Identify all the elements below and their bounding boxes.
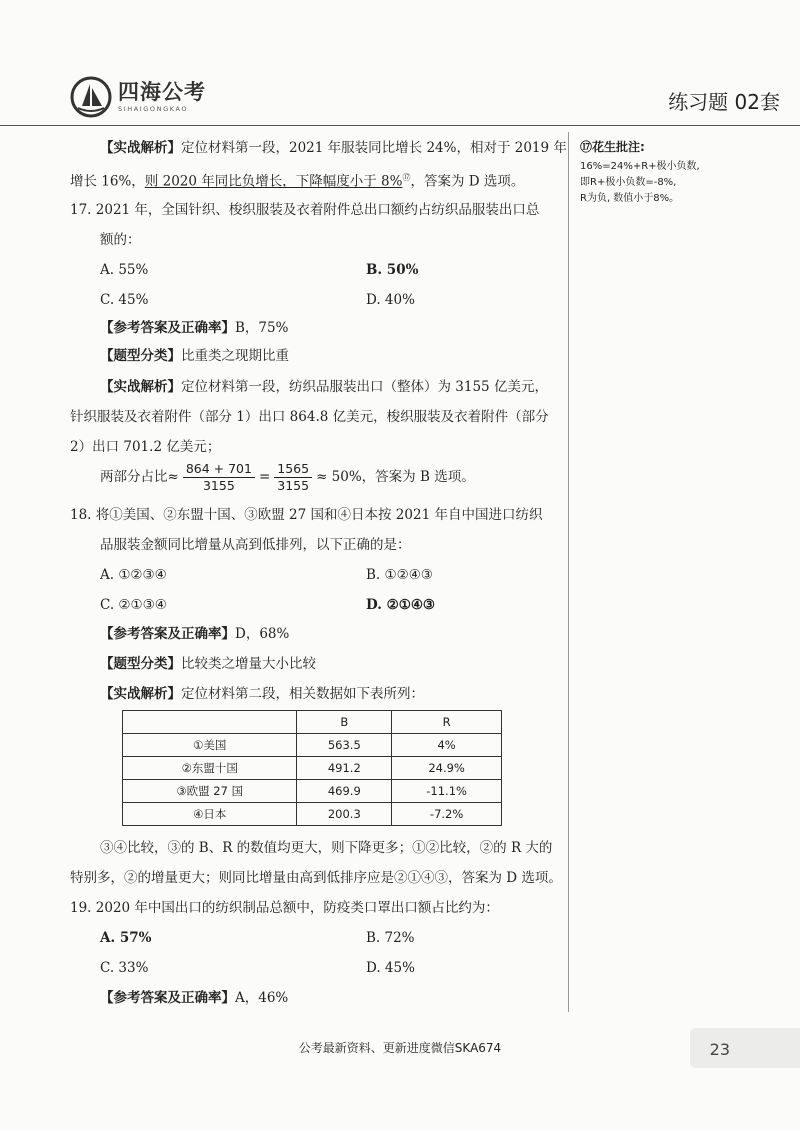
practice-set-title: 练习题 02套: [668, 90, 780, 114]
q18-option-b: B. ①②④③: [366, 567, 433, 583]
q18-analysis-after1: ③④比较，③的 B、R 的数值均更大，则下降更多；①②比较，②的 R 大的: [100, 840, 553, 856]
table-header-row: [123, 711, 502, 734]
table-cell: 4%: [392, 734, 502, 757]
fraction: $\frac{864 + 701}{3155}$: [183, 461, 255, 494]
q17-answer: 【参考答案及正确率】B，75%: [100, 320, 289, 336]
fraction: $\frac{1565}{3155}$: [274, 461, 312, 494]
q17-option-c: C. 45%: [100, 292, 149, 308]
q18-stem-cont: 品服装金额同比增量从高到低排列，以下正确的是：: [100, 537, 411, 553]
q19-option-c: C. 33%: [100, 960, 149, 976]
q17-analysis-line2: 针织服装及衣着附件（部分 1）出口 864.8 亿美元，梭织服装及衣着附件（部分: [70, 409, 549, 425]
q16-analysis-line1: 【实战解析】定位材料第一段，2021 年服装同比增长 24%，相对于 2019 年: [100, 140, 567, 156]
q17-analysis-line3: 2）出口 701.2 亿美元；: [70, 439, 221, 455]
q17-stem-cont: 额的：: [100, 232, 141, 248]
q18-option-a: A. ①②③④: [100, 567, 167, 583]
q17-option-b: B. 50%: [366, 262, 419, 278]
header-divider: [0, 125, 800, 126]
table-row: [123, 734, 502, 757]
table-cell: 200.3: [297, 803, 392, 826]
q18-answer: 【参考答案及正确率】D，68%: [100, 626, 290, 642]
table-cell: 469.9: [297, 780, 392, 803]
comparison-table: [122, 710, 502, 826]
q17-analysis-line1: 【实战解析】定位材料第一段，纺织品服装出口（整体）为 3155 亿美元，: [100, 379, 548, 395]
annotation-line: 16%=24%+R+极小负数,: [580, 161, 700, 172]
footer-text: 公考最新资料、更新进度微信SKA674: [298, 1041, 502, 1055]
logo-chinese-name: 四海公考: [118, 80, 206, 104]
annotation-line: 即R+极小负数=-8%,: [580, 177, 677, 188]
table-cell: ④日本: [123, 803, 297, 826]
table-cell: -7.2%: [392, 803, 502, 826]
q16-analysis-line2: 增长 16%，则 2020 年同比负增长，下降幅度小于 8%⑰，答案为 D 选项。: [70, 173, 525, 190]
q19-stem: 19. 2020 年中国出口的纺织制品总额中，防疫类口罩出口额占比约为：: [70, 900, 499, 916]
table-header-cell: B: [297, 711, 392, 734]
underlined-conclusion: 则 2020 年同比负增长，下降幅度小于 8%: [144, 173, 403, 190]
footnote-marker: ⑰: [402, 173, 411, 182]
logo-english-name: SIHAIGONGKAO: [118, 105, 189, 113]
q17-option-a: A. 55%: [100, 262, 149, 278]
q19-answer: 【参考答案及正确率】A，46%: [100, 990, 289, 1006]
q18-analysis-after2: 特别多，②的增量更大；则同比增量由高到低排序应是②①④③，答案为 D 选项。: [70, 870, 562, 886]
q19-option-b: B. 72%: [366, 930, 415, 946]
q17-stem: 17. 2021 年，全国针织、梭织服装及衣着附件总出口额约占纺织品服装出口总: [70, 202, 540, 218]
table-cell: 24.9%: [392, 757, 502, 780]
table-cell: ②东盟十国: [123, 757, 297, 780]
brand-logo: [70, 76, 206, 118]
table-row: [123, 780, 502, 803]
q19-option-a: A. 57%: [100, 930, 152, 946]
table-cell: ①美国: [123, 734, 297, 757]
annotation-title: ⑰花生批注:: [580, 140, 645, 154]
q18-option-c: C. ②①③④: [100, 597, 167, 613]
q19-option-d: D. 45%: [366, 960, 415, 976]
table-header-cell: R: [392, 711, 502, 734]
table-cell: ③欧盟 27 国: [123, 780, 297, 803]
q18-option-d: D. ②①④③: [366, 597, 436, 613]
margin-divider: [568, 132, 569, 1012]
q17-calculation: 两部分占比≈ $\frac{864 + 701}{3155}$ = $\frac{1565}{3155}$ ≈ 50%，答案为 B 选项。: [100, 461, 475, 493]
table-header-cell: [123, 711, 297, 734]
page-number: 23: [709, 1040, 730, 1059]
table-row: [123, 757, 502, 780]
annotation-line: R为负, 数值小于8%。: [580, 193, 680, 204]
q18-type: 【题型分类】比较类之增量大小比较: [100, 656, 316, 672]
table-cell: 491.2: [297, 757, 392, 780]
table-row: [123, 803, 502, 826]
q17-type: 【题型分类】比重类之现期比重: [100, 348, 289, 364]
sailboat-logo-icon: [70, 76, 112, 118]
side-annotation: [580, 138, 790, 207]
q18-stem: 18. 将①美国、②东盟十国、③欧盟 27 国和④日本按 2021 年自中国进口纺织: [70, 507, 543, 523]
q17-option-d: D. 40%: [366, 292, 415, 308]
table-cell: -11.1%: [392, 780, 502, 803]
table-cell: 563.5: [297, 734, 392, 757]
q18-analysis-line1: 【实战解析】定位材料第二段，相关数据如下表所列：: [100, 686, 424, 702]
